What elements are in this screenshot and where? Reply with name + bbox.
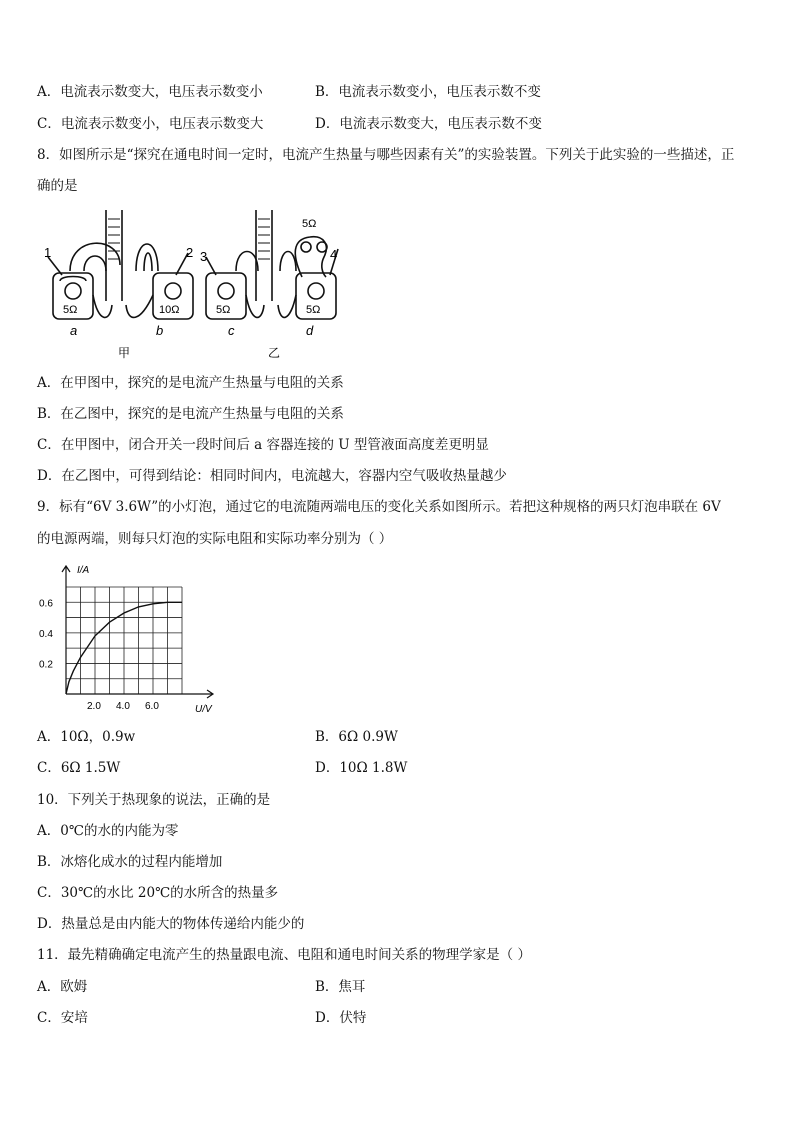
terminal-label-1: 1 bbox=[44, 245, 52, 260]
q8-stem: 8．如图所示是“探究在通电时间一定时，电流产生热量与哪些因素有关”的实验装置。下列关于此实验的一些描述，正 bbox=[37, 147, 735, 163]
figure-yi-label: 乙 bbox=[268, 346, 281, 360]
chart-x-tick-label: 6.0 bbox=[145, 701, 159, 712]
chart-y-axis-label: I/A bbox=[77, 565, 90, 576]
chart-x-axis bbox=[66, 690, 213, 698]
q10-option-a: A．0℃的水的内能为零 bbox=[37, 823, 179, 839]
container-d-label: d bbox=[306, 323, 314, 338]
iv-curve-chart bbox=[35, 560, 225, 720]
q11-option-b: B．焦耳 bbox=[315, 979, 366, 995]
container-a-label: a bbox=[70, 323, 78, 338]
q9-stem: 9．标有“6V 3.6W”的小灯泡，通过它的电流随两端电压的变化关系如图所示。若把这种规格的两只灯泡串联在 6V bbox=[37, 499, 721, 515]
chart-x-tick-label: 2.0 bbox=[87, 701, 101, 712]
resistor-c-label: 5Ω bbox=[216, 304, 231, 316]
terminal-label-2: 2 bbox=[186, 245, 194, 260]
chart-y-tick-label: 0.4 bbox=[39, 628, 53, 640]
q11-option-a: A．欧姆 bbox=[37, 979, 88, 995]
container-b-label: b bbox=[156, 323, 164, 338]
q8-option-d: D．在乙图中，可得到结论：相同时间内，电流越大，容器内空气吸收热量越少 bbox=[37, 468, 507, 484]
resistor-d-label: 5Ω bbox=[306, 304, 321, 316]
container-c-label: c bbox=[228, 323, 235, 338]
q8-option-a: A．在甲图中，探究的是电流产生热量与电阻的关系 bbox=[37, 375, 344, 391]
q10-stem: 10．下列关于热现象的说法，正确的是 bbox=[37, 792, 271, 808]
q11-option-d: D．伏特 bbox=[315, 1010, 367, 1026]
q9-stem-cont: 的电源两端，则每只灯泡的实际电阻和实际功率分别为（ ） bbox=[37, 531, 393, 547]
resistor-a-label: 5Ω bbox=[63, 304, 78, 316]
figure-jia-label: 甲 bbox=[118, 346, 131, 360]
terminal-label-3: 3 bbox=[200, 249, 208, 264]
q7-option-a: A．电流表示数变大，电压表示数变小 bbox=[37, 84, 263, 100]
resistor-b-label: 10Ω bbox=[159, 304, 180, 316]
q9-option-c: C．6Ω 1.5W bbox=[37, 760, 121, 776]
chart-y-tick-label: 0.6 bbox=[39, 598, 53, 610]
q8-stem-cont: 确的是 bbox=[37, 178, 78, 194]
q9-option-d: D．10Ω 1.8W bbox=[315, 760, 408, 776]
resistor-external-label: 5Ω bbox=[302, 218, 317, 230]
q11-stem: 11．最先精确确定电流产生的热量跟电流、电阻和通电时间关系的物理学家是（ ） bbox=[37, 947, 531, 963]
q8-option-b: B．在乙图中，探究的是电流产生热量与电阻的关系 bbox=[37, 406, 344, 422]
q7-option-c: C．电流表示数变小，电压表示数变大 bbox=[37, 116, 264, 132]
q9-option-b: B．6Ω 0.9W bbox=[315, 729, 398, 745]
chart-x-tick-label: 4.0 bbox=[116, 701, 130, 712]
q10-option-b: B．冰熔化成水的过程内能增加 bbox=[37, 854, 223, 870]
q10-option-d: D．热量总是由内能大的物体传递给内能少的 bbox=[37, 916, 305, 932]
chart-x-axis-label: U/V bbox=[195, 704, 212, 715]
terminal-label-4: 4 bbox=[330, 247, 338, 262]
q7-option-b: B．电流表示数变小，电压表示数不变 bbox=[315, 84, 541, 100]
q10-option-c: C．30℃的水比 20℃的水所含的热量多 bbox=[37, 885, 279, 901]
q11-option-c: C．安培 bbox=[37, 1010, 88, 1026]
q9-option-a: A．10Ω，0.9w bbox=[37, 729, 136, 745]
q8-option-c: C．在甲图中，闭合开关一段时间后 a 容器连接的 U 型管液面高度差更明显 bbox=[37, 437, 489, 453]
chart-y-tick-label: 0.2 bbox=[39, 659, 53, 671]
q7-option-d: D．电流表示数变大，电压表示数不变 bbox=[315, 116, 542, 132]
q8-apparatus-figure bbox=[40, 205, 350, 365]
chart-y-axis bbox=[62, 566, 70, 694]
